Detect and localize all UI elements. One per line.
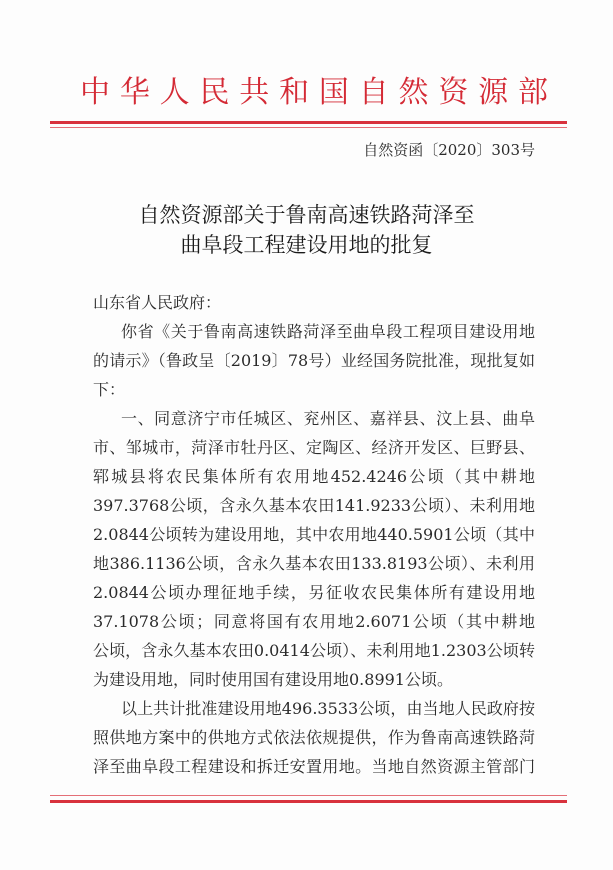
body-line: 一、同意济宁市任城区、兖州区、嘉祥县、汶上县、曲阜 (121, 409, 535, 428)
document-title (0, 200, 613, 260)
body-line: 37.1078公顷；同意将国有农用地2.6071公顷（其中耕地 (93, 612, 535, 631)
body-line: 2.0844公顷转为建设用地，其中农用地440.5901公顷（其中 (93, 525, 535, 544)
body-line: 山东省人民政府： (93, 293, 222, 312)
body-line: 地386.1136公顷，含永久基本农田133.8193公顷）、未利用 (93, 554, 535, 573)
agency-header: 中华人民共和国自然资源部 (80, 75, 550, 110)
document-number: 自然资函〔2020〕303号 (363, 141, 535, 159)
body-line: 下： (93, 380, 126, 399)
body-line: 2.0844公顷办理征地手续，另征收农民集体所有建设用地 (93, 583, 535, 602)
footer-rule-thick (50, 800, 567, 803)
header-rule-thin (50, 127, 567, 128)
title-line-2: 曲阜段工程建设用地的批复 (180, 233, 433, 257)
body-line: 为建设用地，同时使用国有建设用地0.8991公顷。 (93, 670, 453, 689)
body-line: 的请示》（鲁政呈〔2019〕78号）业经国务院批准，现批复如 (93, 351, 535, 370)
body-line: 照供地方案中的供地方式依法依规提供，作为鲁南高速铁路菏 (93, 728, 535, 747)
body-line: 市、邹城市，菏泽市牡丹区、定陶区、经济开发区、巨野县、 (93, 438, 535, 457)
body-line: 泽至曲阜段工程建设和拆迁安置用地。当地自然资源主管部门 (93, 757, 535, 776)
document-body (93, 288, 535, 781)
title-line-1: 自然资源部关于鲁南高速铁路菏泽至 (138, 203, 475, 227)
body-line: 397.3768公顷，含永久基本农田141.9233公顷）、未利用地 (93, 496, 535, 515)
body-line: 郓城县将农民集体所有农用地452.4246公顷（其中耕地 (93, 467, 535, 486)
body-line: 以上共计批准建设用地496.3533公顷，由当地人民政府按 (121, 699, 535, 718)
body-line: 公顷，含永久基本农田0.0414公顷）、未利用地1.2303公顷转 (93, 641, 535, 660)
body-line: 你省《关于鲁南高速铁路菏泽至曲阜段工程项目建设用地 (121, 322, 535, 341)
header-rule-thick (50, 121, 567, 124)
footer-rule-thin (50, 795, 567, 796)
